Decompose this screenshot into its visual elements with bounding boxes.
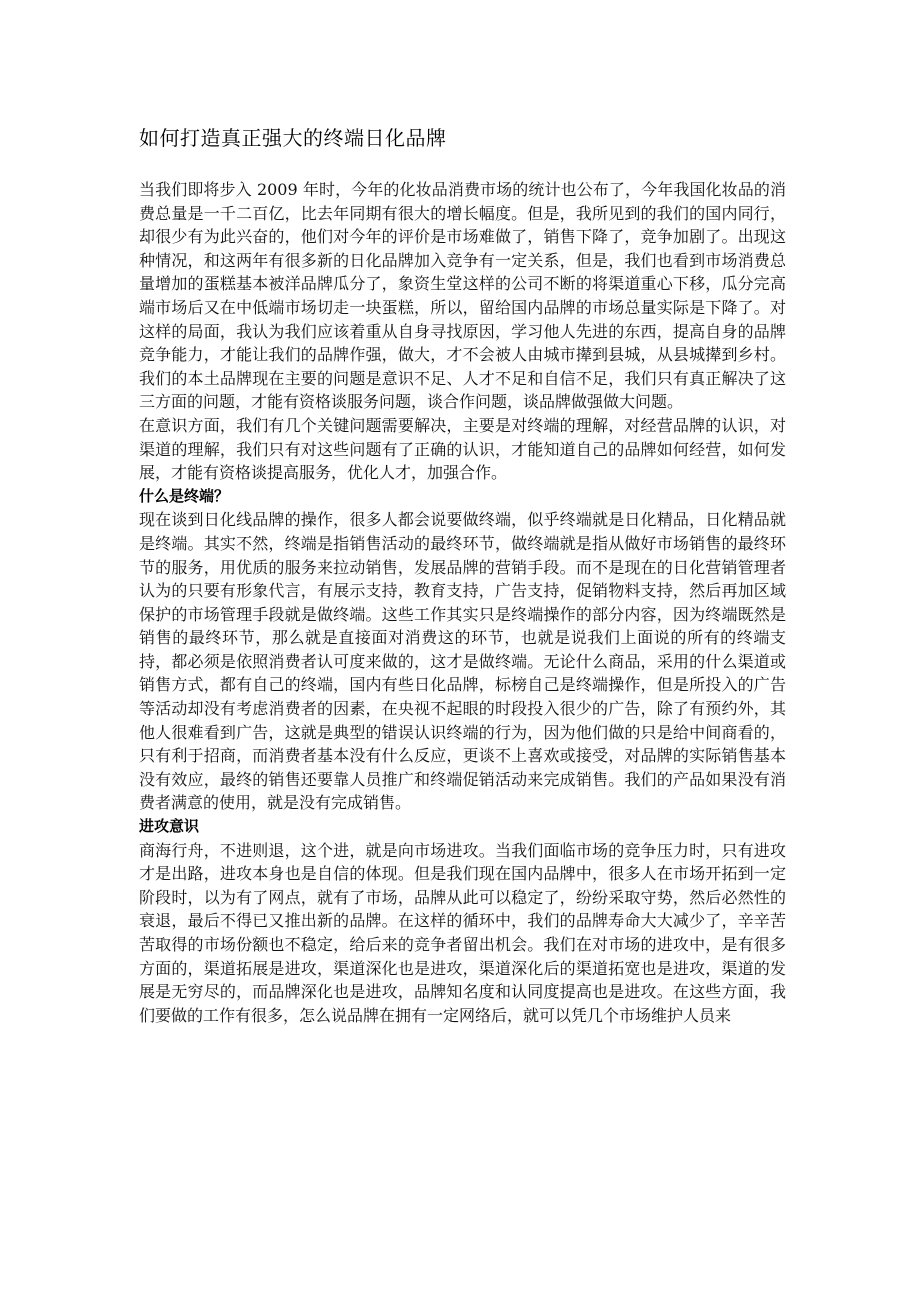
paragraph-intro: 当我们即将步入 2009 年时，今年的化妆品消费市场的统计也公布了，今年我国化妆品的消费总量是一千二百亿，比去年同期有很大的增长幅度。但是，我所见到的我们的国内同行，却很少有为此兴奋的，他们对今年的评价是市场难做了，销售下降了，竞争加剧了。出现这种情况，和这两年有很多新的日化品牌加入竞争有一定关系，但是，我们也看到市场消费总量增加的蛋糕基本被洋品牌瓜分了，象资生堂这样的公司不断的将渠道重心下移，瓜分完高端市场后又在中低端市场切走一块蛋糕，所以，留给国内品牌的市场总量实际是下降了。对这样的局面，我认为我们应该着重从自身寻找原因，学习他人先进的东西，提高自身的品牌竞争能力，才能让我们的品牌作强，做大，才不会被人由城市撵到县城，从县城撵到乡村。我们的本土品牌现在主要的问题是意识不足、人才不足和自信不足，我们只有真正解决了这三方面的问题，才能有资格谈服务问题，谈合作问题，谈品牌做强做大问题。 — [139, 180, 786, 412]
document-body — [139, 178, 786, 1027]
paragraph-awareness: 在意识方面，我们有几个关键问题需要解决，主要是对终端的理解，对经营品牌的认识，对渠道的理解，我们只有对这些问题有了正确的认识，才能知道自己的品牌如何经营，如何发展，才能有资格谈提高服务，优化人才，加强合作。 — [139, 415, 786, 483]
page-title: 如何打造真正强大的终端日化品牌 — [139, 126, 447, 150]
heading-attack-awareness: 进攻意识 — [139, 817, 200, 836]
paragraph-terminal: 现在谈到日化线品牌的操作，很多人都会说要做终端，似乎终端就是日化精品，日化精品就是终端。其实不然，终端是指销售活动的最终环节，做终端就是指从做好市场销售的最终环节的服务，用优质的服务来拉动销售，发展品牌的营销手段。而不是现在的日化营销管理者认为的只要有形象代言，有展示支持，教育支持，广告支持，促销物料支持，然后再加区域保护的市场管理手段就是做终端。这些工作其实只是终端操作的部分内容，因为终端既然是销售的最终环节，那么就是直接面对消费这的环节，也就是说我们上面说的所有的终端支持，都必须是依照消费者认可度来做的，这才是做终端。无论什么商品，采用的什么渠道或销售方式，都有自己的终端，国内有些日化品牌，标榜自己是终端操作，但是所投入的广告等活动却没有考虑消费者的因素，在央视不起眼的时段投入很少的广告，除了有预约外，其他人很难看到广告，这就是典型的错误认识终端的行为，因为他们做的只是给中间商看的，只有利于招商，而消费者基本没有什么反应，更谈不上喜欢或接受，对品牌的实际销售基本没有效应，最终的销售还要靠人员推广和终端促销活动来完成销售。我们的产品如果没有消费者满意的使用，就是没有完成销售。 — [139, 510, 786, 813]
heading-what-is-terminal: 什么是终端？ — [139, 486, 230, 505]
paragraph-attack: 商海行舟，不进则退，这个进，就是向市场进攻。当我们面临市场的竞争压力时，只有进攻才是出路，进攻本身也是自信的体现。但是我们现在国内品牌中，很多人在市场开拓到一定阶段时，以为有了网点，就有了市场，品牌从此可以稳定了，纷纷采取守势，然后必然性的衰退，最后不得已又推出新的品牌。在这样的循环中，我们的品牌寿命大大减少了，辛辛苦苦取得的市场份额也不稳定，给后来的竞争者留出机会。我们在对市场的进攻中，是有很多方面的，渠道拓展是进攻，渠道深化也是进攻，渠道深化后的渠道拓宽也是进攻，渠道的发展是无穷尽的，而品牌深化也是进攻，品牌知名度和认同度提高也是进攻。在这些方面，我们要做的工作有很多，怎么说品牌在拥有一定网络后，就可以凭几个市场维护人员来 — [139, 840, 786, 1025]
